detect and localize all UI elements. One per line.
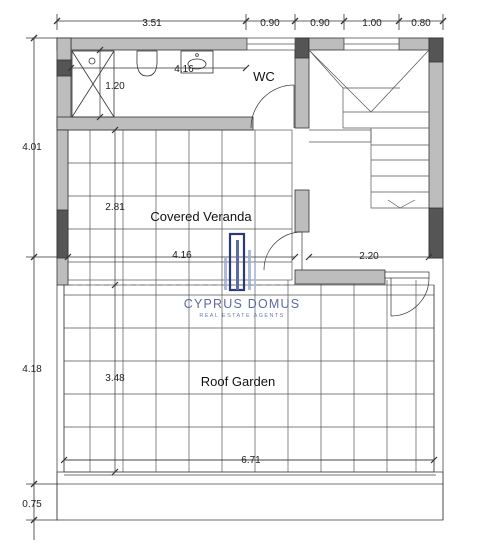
dim-top-4: 1.00 <box>362 18 382 29</box>
wall-top-wc <box>57 38 247 50</box>
dim-veranda-width: 4.16 <box>172 250 192 261</box>
room-label-garden: Roof Garden <box>200 374 276 389</box>
dim-total-width: 6.71 <box>241 455 261 466</box>
shower-drain-icon <box>89 58 95 64</box>
room-label-wc: WC <box>253 69 275 84</box>
toilet-icon <box>137 51 157 76</box>
dim-wc-width: 4.16 <box>174 64 194 75</box>
left-dimension-chain <box>26 35 58 540</box>
wall-left-upper <box>57 38 71 128</box>
dim-garden-depth: 3.48 <box>105 373 125 384</box>
dim-veranda-depth: 2.81 <box>105 202 125 213</box>
top-dimension-chain <box>54 14 446 30</box>
watermark-name: CYPRUS DOMUS <box>183 297 301 311</box>
dim-left-1: 4.01 <box>22 142 42 153</box>
wall-left-veranda <box>57 130 68 285</box>
dim-left-3: 0.75 <box>22 499 42 510</box>
dim-stair-landing: 2.20 <box>359 251 379 262</box>
room-label-veranda: Covered Veranda <box>150 209 252 224</box>
garden-door <box>385 272 429 316</box>
dim-top-2: 0.90 <box>260 18 280 29</box>
dim-top-3: 0.90 <box>310 18 330 29</box>
watermark-tagline: REAL ESTATE AGENTS <box>199 313 285 319</box>
staircase <box>309 50 429 208</box>
dim-top-1: 3.51 <box>142 18 162 29</box>
dim-wc-depth: 1.20 <box>105 81 125 92</box>
stair-door <box>264 232 302 270</box>
wc-door <box>251 85 294 128</box>
dim-left-2: 4.18 <box>22 364 42 375</box>
wall-wc-bottom <box>57 117 253 130</box>
dim-top-5: 0.80 <box>411 18 431 29</box>
wc-fixtures <box>72 51 213 117</box>
wall-stair-bottom <box>295 270 385 284</box>
